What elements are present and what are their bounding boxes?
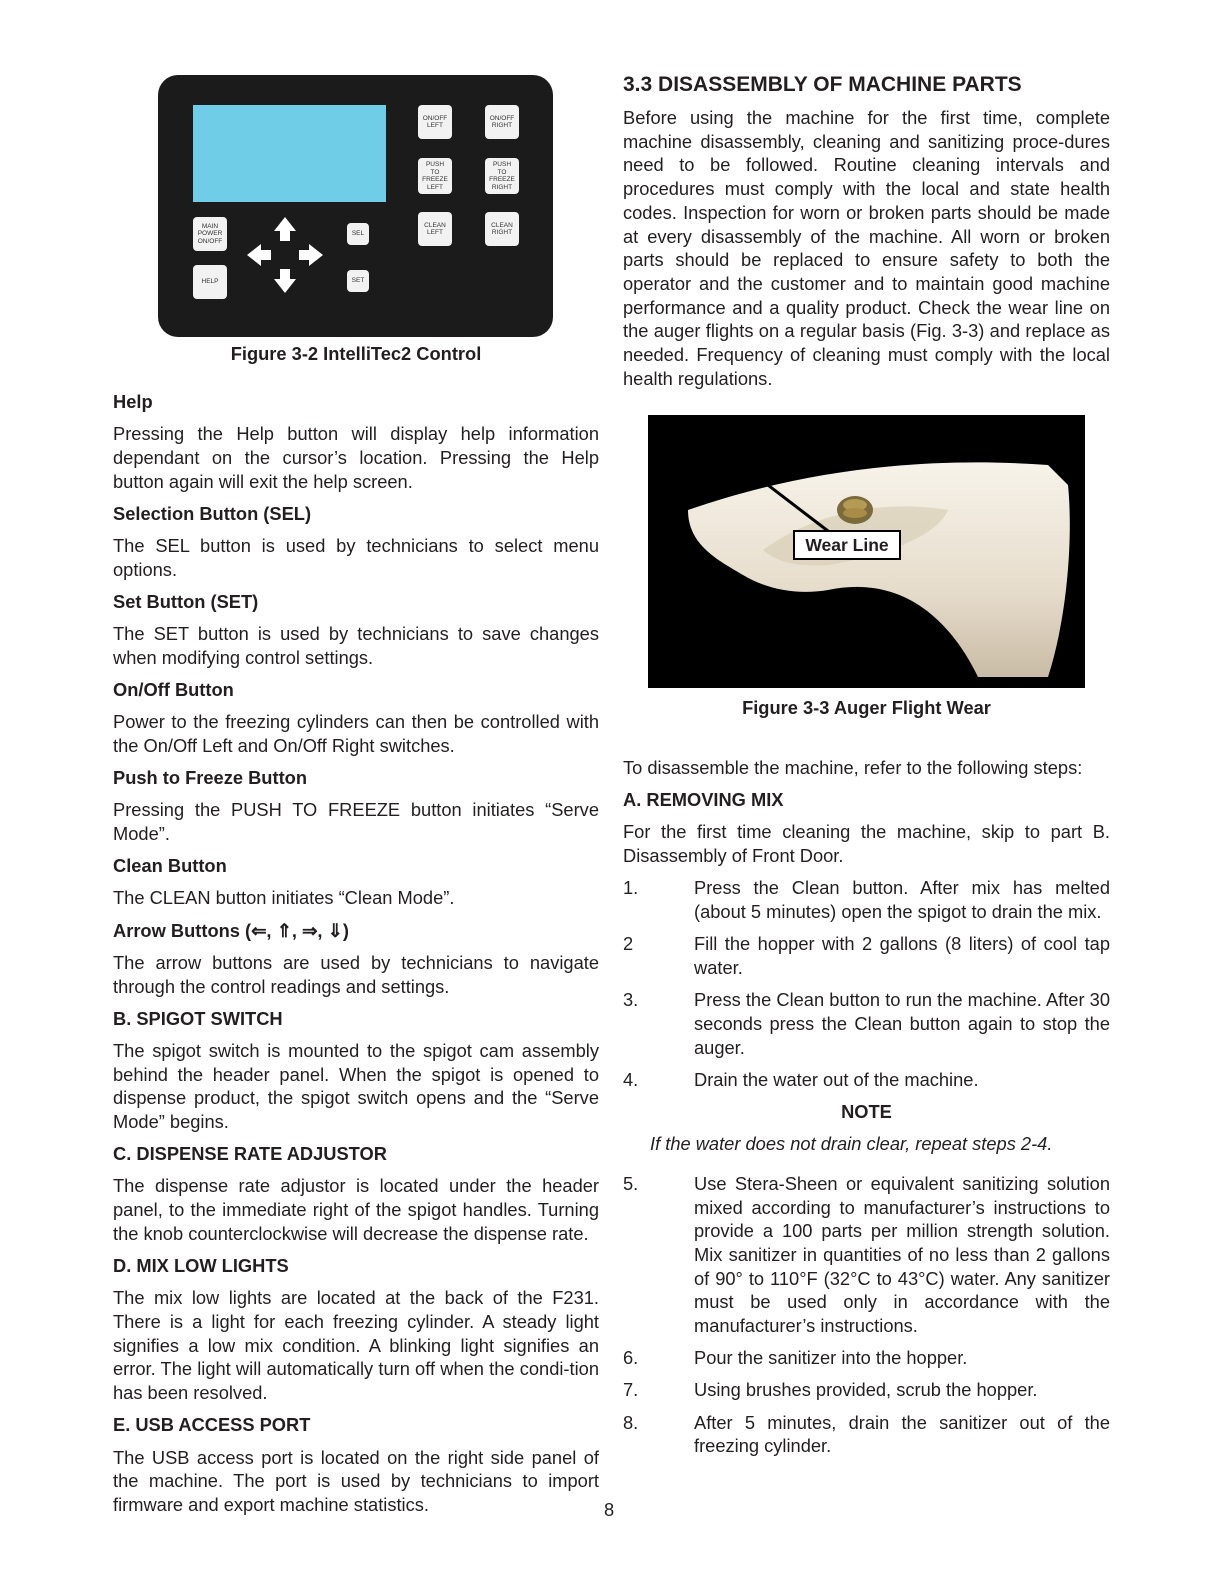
step-text: Use Stera-Sheen or equivalent sanitizing solution mixed according to manufacturer’s instructions to provide a 100 parts per million strength solution. Mix sanitizer in quantities of no less than 2 gallons of 90° to 110°F (32°C to 43°C) water. Any sanitizer must be used only in accordance with the manufacturer’s instructions. [694, 1172, 1110, 1337]
step-text: Using brushes provided, scrub the hopper. [694, 1379, 1038, 1401]
sel-body: The SEL button is used by technicians to select menu options. [113, 535, 599, 580]
push-heading: Push to Freeze Button [113, 767, 307, 789]
step-6 [623, 1346, 1110, 1370]
usb-body: The USB access port is located on the right side panel of the machine. The port is used by technicians to import firmware and export machine statistics. [113, 1446, 599, 1515]
up-arrow-icon[interactable] [274, 217, 296, 241]
clean-left-button[interactable]: CLEAN LEFT [418, 212, 452, 246]
note-text: If the water does not drain clear, repeat steps 2-4. [650, 1133, 1053, 1155]
step-3 [623, 988, 1110, 1059]
onoff-heading: On/Off Button [113, 679, 234, 701]
clean-body: The CLEAN button initiates “Clean Mode”. [113, 887, 455, 909]
usb-heading: E. USB ACCESS PORT [113, 1414, 311, 1436]
onoff-body: Power to the freezing cylinders can then be controlled with the On/Off Left and On/Off Right switches. [113, 711, 599, 756]
clean-right-button[interactable]: CLEAN RIGHT [485, 212, 519, 246]
help-body: Pressing the Help button will display help information dependant on the cursor’s location. Pressing the Help button again will exit the help screen. [113, 423, 599, 492]
step-2 [623, 932, 1110, 979]
push-to-freeze-left-button[interactable]: PUSH TO FREEZE LEFT [418, 158, 452, 194]
sel-button[interactable]: SEL [347, 223, 369, 245]
step-text: Press the Clean button to run the machine. After 30 seconds press the Clean button again to stop the auger. [694, 989, 1110, 1058]
step-1 [623, 876, 1110, 923]
section-title: 3.3 DISASSEMBLY OF MACHINE PARTS [623, 73, 1022, 96]
step-text: Press the Clean button. After mix has melted (about 5 minutes) open the spigot to drain the mix. [694, 877, 1110, 923]
wear-line-label: Wear Line [793, 530, 901, 560]
sel-heading: Selection Button (SEL) [113, 502, 312, 524]
arrows-heading: Arrow Buttons (⇐, ⇑, ⇒, ⇓) [113, 919, 349, 941]
lead-in: To disassemble the machine, refer to the following steps: [623, 757, 1083, 778]
step-4 [623, 1068, 1110, 1092]
step-number: 4. [623, 1068, 639, 1090]
step-number: 1. [623, 877, 639, 899]
figure-3-3-caption: Figure 3-3 Auger Flight Wear [742, 697, 991, 718]
dispense-body: The dispense rate adjustor is located under the header panel, to the immediate right of the spigot handles. Turning the knob counterclockwise will decrease the dispense rate. [113, 1175, 599, 1244]
step-text: Fill the hopper with 2 gallons (8 liters) of cool tap water. [694, 933, 1110, 978]
set-body: The SET button is used by technicians to save changes when modifying control settings. [113, 623, 599, 668]
step-text: Pour the sanitizer into the hopper. [694, 1347, 968, 1369]
on-off-left-button[interactable]: ON/OFF LEFT [418, 105, 452, 139]
step-text: Drain the water out of the machine. [694, 1068, 979, 1090]
intro-paragraph: Before using the machine for the first time, complete machine disassembly, cleaning and sanitizing proce-dures need to be followed. Routine cleaning intervals and procedures must comply with the local and state health codes. Inspection for worn or broken parts should be made at every disassembly of the machine. All worn or broken parts should be replaced to ensure safety to both the operator and the customer and to maintain good machine performance and a quality product. Check the wear line on the auger flights on a regular basis (Fig. 3-3) and replace as needed. Frequency of cleaning must comply with the local health regulations. [623, 107, 1110, 389]
step-number: 3. [623, 989, 639, 1011]
step-5 [623, 1172, 1110, 1338]
step-number: 2 [623, 933, 634, 955]
step-7 [623, 1378, 1110, 1402]
push-to-freeze-right-button[interactable]: PUSH TO FREEZE RIGHT [485, 158, 519, 194]
mixlow-body: The mix low lights are located at the back of the F231. There is a light for each freezing cylinder. A steady light signifies a low mix condition. A blinking light signifies an error. The light will automatically turn off when the condi-tion has been resolved. [113, 1287, 599, 1404]
dispense-heading: C. DISPENSE RATE ADJUSTOR [113, 1143, 387, 1165]
help-heading: Help [113, 391, 153, 412]
page-number: 8 [604, 1499, 615, 1520]
right-text-flow [623, 756, 1110, 1458]
removing-mix-heading: A. REMOVING MIX [623, 789, 784, 811]
help-button[interactable]: HELP [193, 265, 227, 299]
arrow-buttons [245, 215, 325, 295]
set-button[interactable]: SET [347, 270, 369, 292]
left-arrow-icon[interactable] [247, 244, 271, 266]
note-heading: NOTE [841, 1100, 892, 1122]
set-heading: Set Button (SET) [113, 590, 259, 612]
step-number: 7. [623, 1379, 639, 1401]
removing-mix-intro: For the first time cleaning the machine, skip to part B. Disassembly of Front Door. [623, 821, 1110, 867]
down-arrow-icon[interactable] [274, 269, 296, 293]
lcd-display [193, 105, 386, 202]
push-body: Pressing the PUSH TO FREEZE button initiates “Serve Mode”. [113, 799, 599, 845]
step-number: 8. [623, 1411, 639, 1433]
main-power-button[interactable]: MAIN POWER ON/OFF [193, 217, 227, 251]
step-8 [623, 1411, 1110, 1458]
spigot-body: The spigot switch is mounted to the spigot cam assembly behind the header panel. When the spigot is opened to dispense product, the spigot switch opens and the “Serve Mode” begins. [113, 1039, 599, 1133]
intellitec2-control-panel [158, 75, 553, 337]
clean-heading: Clean Button [113, 855, 227, 877]
spigot-heading: B. SPIGOT SWITCH [113, 1007, 283, 1029]
auger-flight-photo [648, 415, 1085, 688]
step-number: 6. [623, 1347, 639, 1369]
left-text-flow [113, 390, 599, 1517]
step-text: After 5 minutes, drain the sanitizer out of the freezing cylinder. [694, 1411, 1110, 1457]
arrows-body: The arrow buttons are used by technicians to navigate through the control readings and settings. [113, 951, 599, 997]
figure-3-2-caption: Figure 3-2 IntelliTec2 Control [230, 343, 482, 364]
right-arrow-icon[interactable] [299, 244, 323, 266]
step-number: 5. [623, 1172, 639, 1194]
on-off-right-button[interactable]: ON/OFF RIGHT [485, 105, 519, 139]
mixlow-heading: D. MIX LOW LIGHTS [113, 1255, 289, 1277]
